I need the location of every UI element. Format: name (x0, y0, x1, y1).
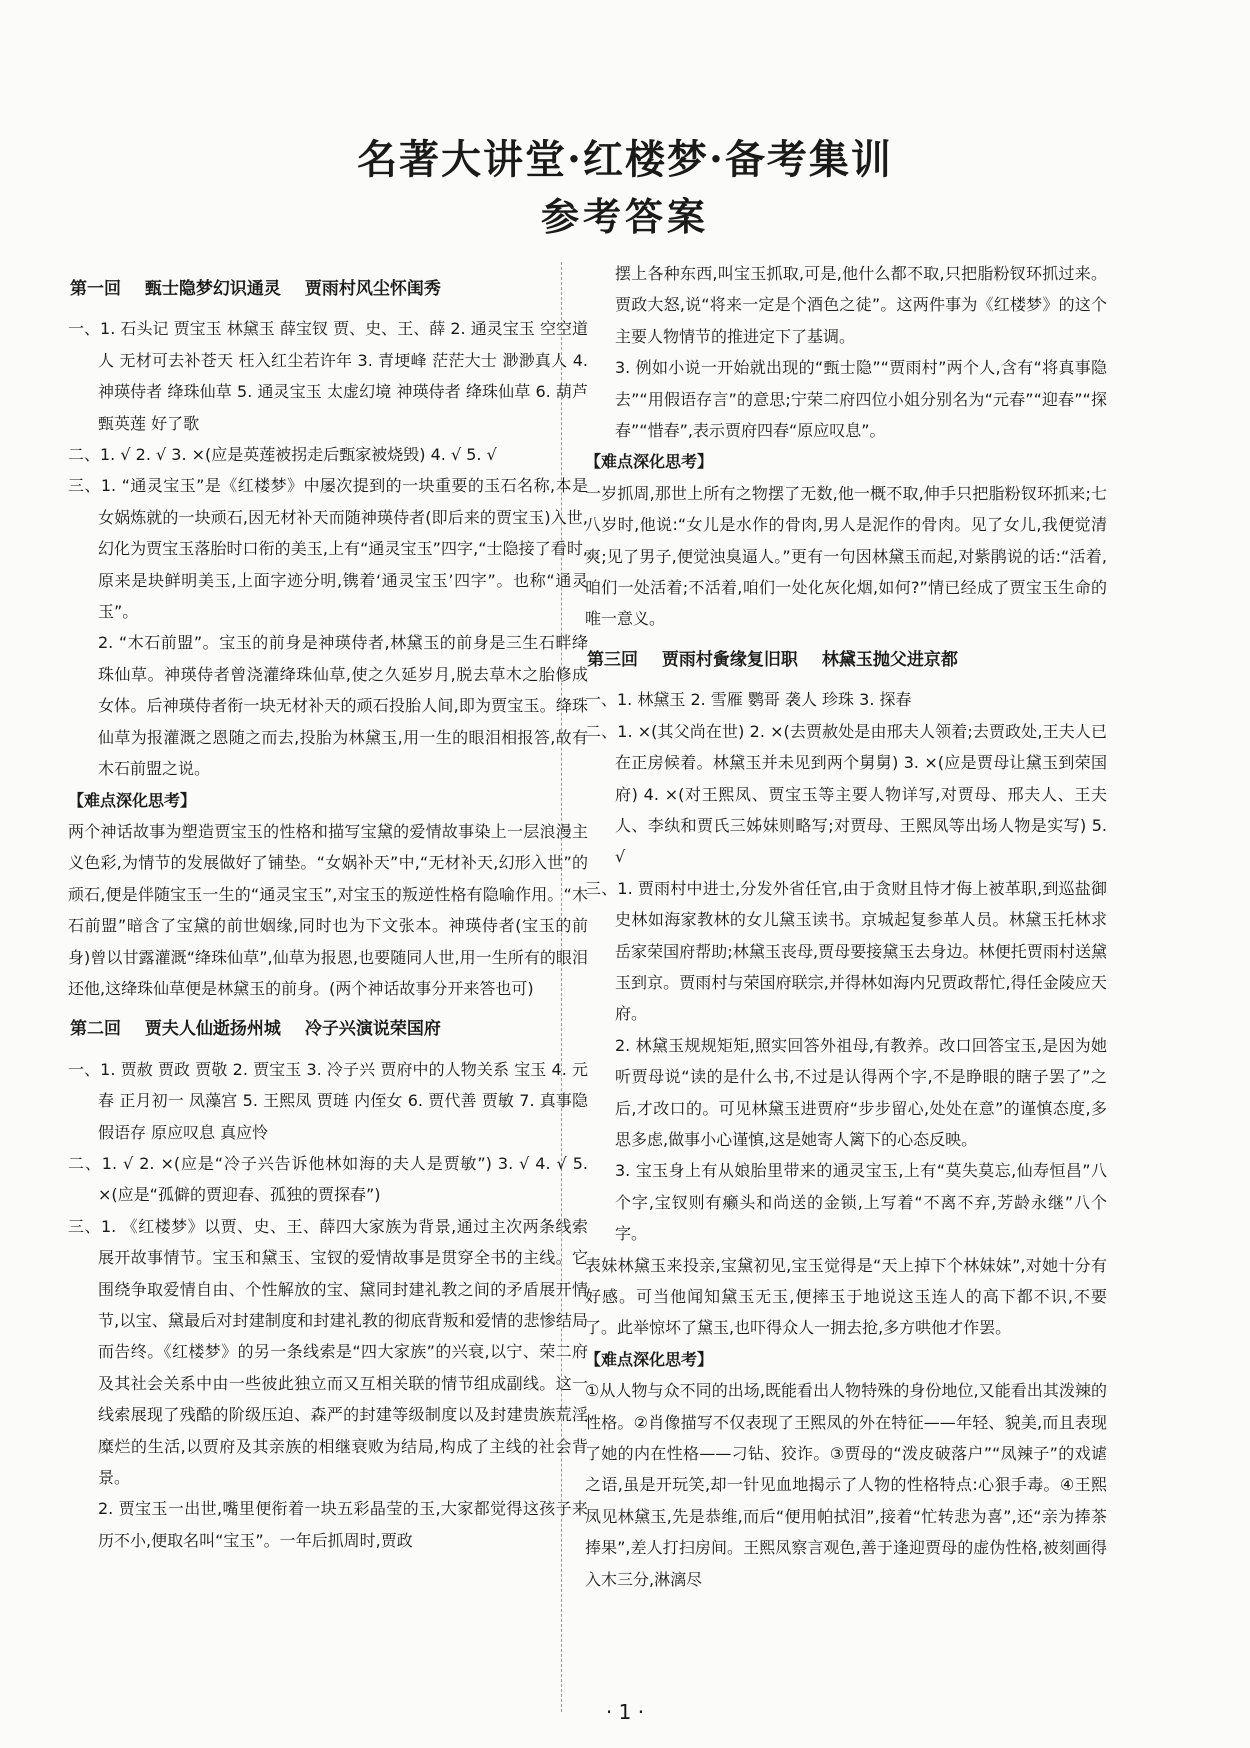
ch3-think-tag: 【难点深化思考】 (585, 1349, 714, 1369)
ch3-true-false-answers: 二、1. ×(其父尚在世) 2. ×(去贾赦处是由邢夫人领着;去贾政处,王夫人已在正房候着。林黛玉并未见到两个舅舅) 3. ×(应是贾母让黛玉到荣国府) 4. ×(对王熙凤、贾宝玉等主要人物详写,对贾母、邢夫人、王夫人、李纨和贾氏三姊妹则略写;对贾母、王熙凤等出场人物是实写) 5. √ (585, 721, 1107, 867)
ch3-short-answer-3-cont: 表妹林黛玉来投亲,宝黛初见,宝玉觉得是“天上掉下个林妹妹”,对她十分有好感。可当他闻知黛玉无玉,便摔玉于地说这玉连人的高下都不识,不要了。此举惊坏了黛玉,也吓得众人一拥去抢,多方哄他才作罢。 (585, 1255, 1107, 1338)
ch2-short-answer-1: 三、1. 《红楼梦》以贾、史、王、薛四大家族为背景,通过主次两条线索展开故事情节。宝玉和黛玉、宝钗的爱情故事是贯穿全书的主线。它围绕争取爱情自由、个性解放的宝、黛同封建礼教之间的矛盾展开情节,以宝、黛最后对封建制度和封建礼教的彻底背叛和爱情的悲惨结局而告终。《红楼梦》的另一条线索是“四大家族”的兴衰,以宁、荣二府及其社会关系中由一些彼此独立而又互相关联的情节组成副线。这一线索展现了残酷的阶级压迫、森严的封建等级制度以及封建贵族荒淫糜烂的生活,以贾府及其亲族的相继衰败为结局,构成了主线的社会背景。 (68, 1216, 588, 1488)
ch2-think-text: 一岁抓周,那世上所有之物摆了无数,他一概不取,伸手只把脂粉钗环抓来;七八岁时,他说:“女儿是水作的骨肉,男人是泥作的骨肉。见了女儿,我便觉清爽;见了男子,便觉浊臭逼人。”更有一句因林黛玉而起,对紫鹃说的话:“活着,咱们一处活着;不活着,咱们一处化灰化烟,如何?”情已经成了贾宝玉生命的唯一意义。 (585, 483, 1107, 629)
ch2-short-answer-2-cont: 摆上各种东西,叫宝玉抓取,可是,他什么都不取,只把脂粉钗环抓过来。贾政大怒,说“将来一定是个酒色之徒”。这两件事为《红楼梦》的这个主要人物情节的推进定下了基调。 (615, 264, 1107, 346)
page-title: 名著大讲堂·红楼梦·备考集训 (357, 136, 893, 183)
ch1-think-tag: 【难点深化思考】 (68, 790, 197, 810)
ch2-fill-in-answers: 一、1. 贾赦 贾政 贾敬 2. 贾宝玉 3. 冷子兴 贾府中的人物关系 宝玉 4. 元春 正月初一 凤藻宫 5. 王熙凤 贾琏 内侄女 6. 贾代善 贾敏 7. 真事隐 假语存 原应叹息 真应怜 (68, 1059, 588, 1142)
ch2-think-tag: 【难点深化思考】 (585, 452, 714, 472)
page-number: · 1 · (605, 1700, 645, 1724)
ch2-short-answer-3: 3. 例如小说一开始就出现的“甄士隐”“贾雨村”两个人,含有“将真事隐去”“用假语存言”的意思;宁荣二府四位小姐分别名为“元春”“迎春”“探春”“惜春”,表示贾府四春“原应叹息”。 (615, 358, 1107, 441)
chapter-3-heading: 第三回 贾雨村夤缘复旧职 林黛玉抛父进京都 (587, 649, 958, 670)
ch1-short-answer-1: 三、1. “通灵宝玉”是《红楼梦》中屡次提到的一块重要的玉石名称,本是女娲炼就的一块顽石,因无材补天而随神瑛侍者(即后来的贾宝玉)入世,幻化为贾宝玉落胎时口衔的美玉,上有“通灵宝玉”四字,“士隐接了看时,原来是块鲜明美玉,上面字迹分明,镌着‘通灵宝玉’四字”。也称“通灵玉”。 (68, 476, 588, 622)
ch3-fill-in-answers: 一、1. 林黛玉 2. 雪雁 鹦哥 袭人 珍珠 3. 探春 (585, 690, 912, 710)
page-subtitle: 参考答案 (540, 194, 709, 239)
chapter-2-heading: 第二回 贾夫人仙逝扬州城 冷子兴演说荣国府 (70, 1019, 441, 1040)
ch3-short-answer-1: 三、1. 贾雨村中进士,分发外省任官,由于贪财且恃才侮上被革职,到巡盐御史林如海家教林的女儿黛玉读书。京城起复参革人员。林黛玉托林求岳家荣国府帮助;林黛玉丧母,贾母要接黛玉去身边。林便托贾雨村送黛玉到京。贾雨村与荣国府联宗,并得林如海内兄贾政帮忙,得任金陵应天府。 (585, 878, 1107, 1024)
left-column (68, 268, 588, 1556)
ch2-true-false-answers: 二、1. √ 2. ×(应是“冷子兴告诉他林如海的夫人是贾敏”) 3. √ 4. √ 5. ×(应是“孤僻的贾迎春、孤独的贾探春”) (68, 1153, 588, 1205)
ch1-true-false-answers: 二、1. √ 2. √ 3. ×(应是英莲被拐走后甄家被烧毁) 4. √ 5. √ (68, 445, 497, 465)
right-column (585, 258, 1107, 1595)
ch3-think-text: ①从人物与众不同的出场,既能看出人物特殊的身份地位,又能看出其泼辣的性格。②肖像描写不仅表现了王熙凤的外在特征——年轻、貌美,而且表现了她的内在性格——刁钻、狡诈。③贾母的“泼皮破落户”“凤辣子”的戏谑之语,虽是开玩笑,却一针见血地揭示了人物的性格特点:心狠手毒。④王熙凤见林黛玉,先是恭维,而后“便用帕拭泪”,接着“忙转悲为喜”,还“亲为捧茶捧果”,差人打扫房间。王熙凤察言观色,善于逢迎贾母的虚伪性格,被刻画得入木三分,淋漓尽 (585, 1381, 1107, 1589)
ch3-short-answer-2: 2. 林黛玉规规矩矩,照实回答外祖母,有教养。改口回答宝玉,是因为她听贾母说“读的是什么书,不过是认得两个字,不是睁眼的瞎子罢了”之后,才改口的。可见林黛玉进贾府“步步留心,处处在意”的谨慎态度,多思多虑,做事小心谨慎,这是她寄人篱下的心态反映。 (615, 1035, 1107, 1149)
ch1-short-answer-2: 2. “木石前盟”。宝玉的前身是神瑛侍者,林黛玉的前身是三生石畔绛珠仙草。神瑛侍者曾浇灌绛珠仙草,使之久延岁月,脱去草木之胎修成女体。后神瑛侍者衔一块无材补天的顽石投胎人间,即为贾宝玉。绛珠仙草为报灌溉之恩随之而去,投胎为林黛玉,用一生的眼泪相报答,故有木石前盟之说。 (98, 633, 588, 779)
ch3-short-answer-3: 3. 宝玉身上有从娘胎里带来的通灵宝玉,上有“莫失莫忘,仙寿恒昌”八个字,宝钗则有癞头和尚送的金锁,上写着“不离不弃,芳龄永继”八个字。 (615, 1161, 1107, 1244)
ch2-short-answer-2: 2. 贾宝玉一出世,嘴里便衔着一块五彩晶莹的玉,大家都觉得这孩子来历不小,便取名叫“宝玉”。一年后抓周时,贾政 (98, 1499, 588, 1550)
ch1-fill-in-answers: 一、1. 石头记 贾宝玉 林黛玉 薛宝钗 贾、史、王、薛 2. 通灵宝玉 空空道人 无材可去补苍天 枉入红尘若许年 3. 青埂峰 茫茫大士 渺渺真人 4. 神瑛侍者 绛珠仙草 5. 通灵宝玉 太虚幻境 神瑛侍者 绛珠仙草 6. 葫芦 甄英莲 好了歌 (68, 319, 588, 433)
chapter-1-heading: 第一回 甄士隐梦幻识通灵 贾雨村风尘怀闺秀 (70, 279, 441, 299)
ch1-think-text: 两个神话故事为塑造贾宝玉的性格和描写宝黛的爱情故事染上一层浪漫主义色彩,为情节的发展做好了铺垫。“女娲补天”中,“无材补天,幻形入世”的顽石,便是伴随宝玉一生的“通灵宝玉”,对宝玉的叛逆性格有隐喻作用。“木石前盟”暗含了宝黛的前世姻缘,同时也为下文张本。神瑛侍者(宝玉的前身)曾以甘露灌溉“绛珠仙草”,仙草为报恩,也要随同人世,用一生所有的眼泪还他,这绛珠仙草便是林黛玉的前身。(两个神话故事分开来答也可) (68, 821, 588, 998)
